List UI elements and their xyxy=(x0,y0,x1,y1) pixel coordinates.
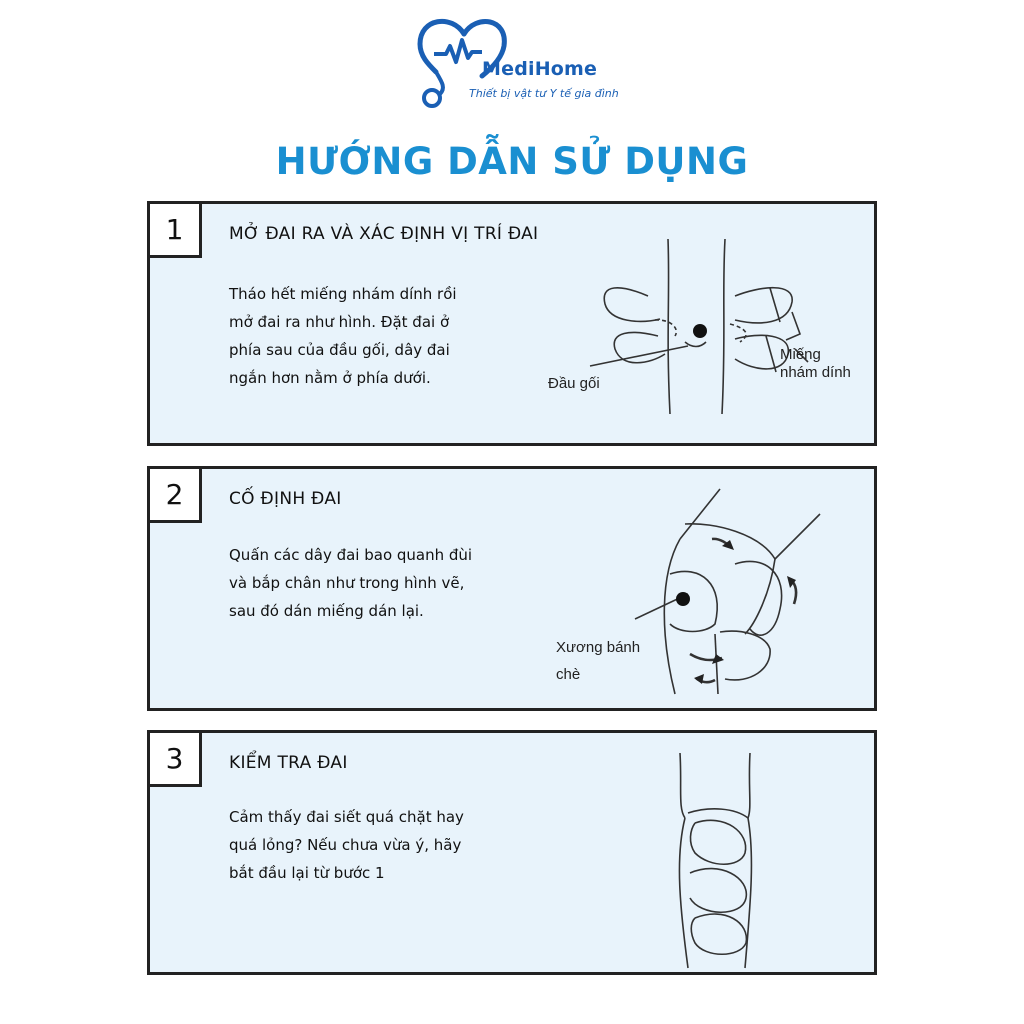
step-number: 2 xyxy=(147,466,202,523)
velcro-label-line2: nhám dính xyxy=(780,364,851,381)
step-title: CỐ ĐỊNH ĐAI xyxy=(229,489,342,509)
step-description xyxy=(229,280,529,392)
step-line: Quấn các dây đai bao quanh đùi xyxy=(229,546,473,564)
kneecap-label-line1: Xương bánh xyxy=(556,639,641,656)
open-brace-illustration xyxy=(530,224,875,439)
page-title: HƯỚNG DẪN SỬ DỤNG xyxy=(275,140,749,183)
step-description xyxy=(229,803,529,887)
step-line: Cảm thấy đai siết quá chặt hay xyxy=(229,808,464,826)
step-line: quá lỏng? Nếu chưa vừa ý, hãy xyxy=(229,836,462,854)
step-number: 1 xyxy=(147,201,202,258)
step-card-2 xyxy=(147,466,877,711)
velcro-label-line1: Miếng xyxy=(780,346,821,363)
brand-name: MediHome xyxy=(482,58,598,80)
knee-label: Đầu gối xyxy=(548,375,600,392)
step-title: KIỂM TRA ĐAI xyxy=(229,753,348,773)
brand-logo xyxy=(412,12,652,112)
kneecap-label-line2: chè xyxy=(556,666,581,683)
step-line: mở đai ra như hình. Đặt đai ở xyxy=(229,313,450,331)
fitted-brace-illustration xyxy=(650,748,790,973)
step-line: Tháo hết miếng nhám dính rồi xyxy=(229,285,457,303)
step-line: sau đó dán miếng dán lại. xyxy=(229,602,424,620)
step-line: ngắn hơn nằm ở phía dưới. xyxy=(229,369,431,387)
step-description xyxy=(229,541,529,625)
step-line: và bắp chân như trong hình vẽ, xyxy=(229,574,465,592)
step-number: 3 xyxy=(147,730,202,787)
step-title: MỞ ĐAI RA VÀ XÁC ĐỊNH VỊ TRÍ ĐAI xyxy=(229,224,539,244)
step-card-1 xyxy=(147,201,877,446)
brand-tagline: Thiết bị vật tư Y tế gia đình xyxy=(469,87,619,100)
step-card-3 xyxy=(147,730,877,975)
step-line: bắt đầu lại từ bước 1 xyxy=(229,864,385,882)
step-line: phía sau của đầu gối, dây đai xyxy=(229,341,450,359)
wrap-brace-illustration xyxy=(540,484,875,704)
